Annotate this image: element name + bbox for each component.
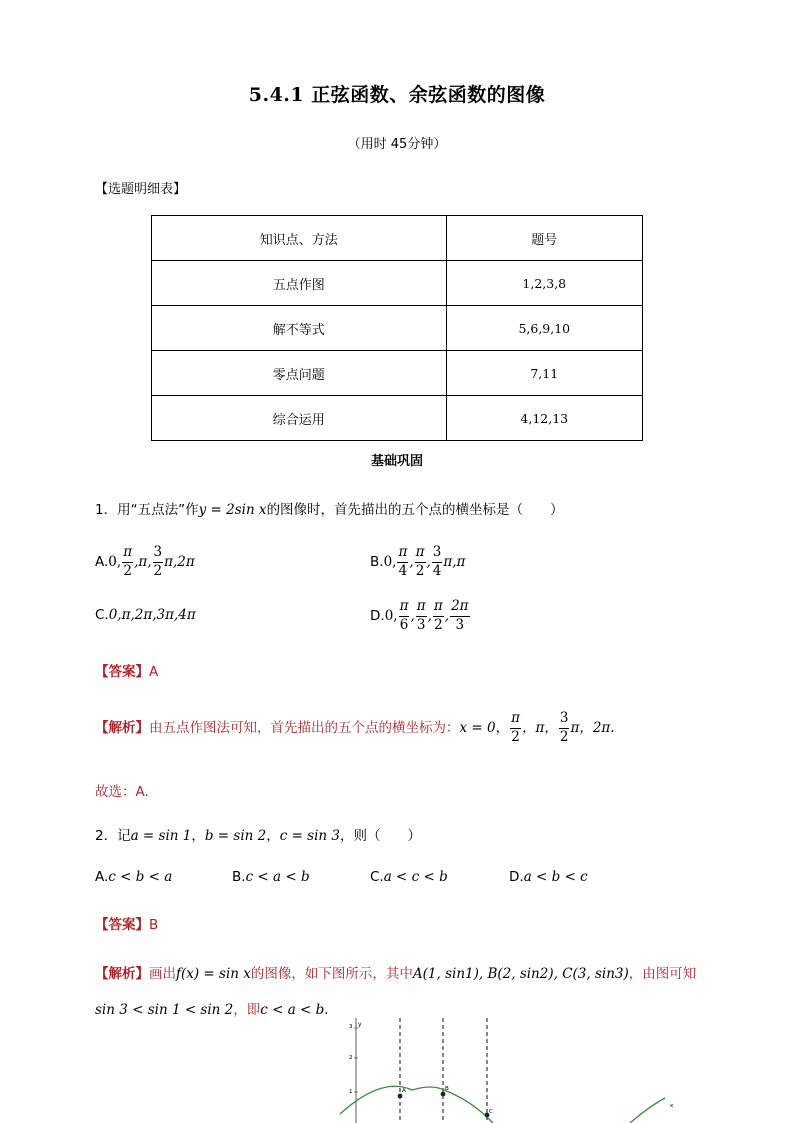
table-cell: 1,2,3,8: [446, 261, 642, 306]
analysis-label: 【解析】: [95, 966, 149, 982]
answer-value: A: [149, 664, 159, 680]
option-text: a < b < c: [523, 869, 588, 885]
table-cell: 综合运用: [152, 396, 447, 441]
y-tick-label: 3: [349, 1024, 353, 1030]
option-label: A.: [95, 869, 109, 885]
table-row: [152, 261, 643, 306]
option-text: c < b < a: [108, 869, 173, 885]
formula: b = sin 2: [204, 828, 267, 844]
question-number: 2．: [95, 828, 118, 844]
table-cell: 解不等式: [152, 306, 447, 351]
option-a: A.0, $\frac{\pi}{2}$ ,π, $\frac{3}{2}$ π,2π: [95, 544, 195, 579]
answer-label: 【答案】: [95, 917, 149, 933]
answer-value: B: [149, 917, 159, 933]
formula: a = sin 1: [130, 828, 192, 844]
analysis-text: ，由图可知: [628, 966, 697, 982]
formula: c < a < b: [260, 1002, 325, 1018]
formula: A(1, sin1), B(2, sin2), C(3, sin3): [412, 966, 629, 982]
formula: x = 0: [459, 720, 496, 736]
point-a: [398, 1094, 403, 1099]
analysis-text: .: [324, 1002, 329, 1018]
analysis-1: 【解析】由五点作图法可知，首先描出的五个点的横坐标为：x = 0， $\frac{\pi}{2}$ ，π， $\frac{3}{2}$ π，2π.: [95, 710, 615, 745]
option-label: A.: [95, 554, 109, 570]
page-title: 5.4.1 正弦函数、余弦函数的图像: [248, 84, 546, 106]
point-label: C: [489, 1109, 493, 1115]
answer-2: [95, 913, 158, 933]
sine-plot: [340, 1014, 680, 1123]
question-text: 记: [117, 828, 131, 844]
analysis-text: 的图像，如下图所示，其中: [250, 966, 413, 982]
time-note: （用时 45分钟）: [347, 137, 447, 152]
table-cell: 4,12,13: [446, 396, 642, 441]
option-text: c < a < b: [245, 869, 310, 885]
formula: sin 3 < sin 1 < sin 2: [95, 1002, 234, 1018]
option-label: D.: [509, 869, 524, 885]
option-b: [232, 869, 310, 885]
formula: y = 2sin x: [198, 502, 267, 518]
question-1-stem: [95, 498, 564, 518]
table-cell: 5,6,9,10: [446, 306, 642, 351]
analysis-text: 由五点作图法可知，首先描出的五个点的横坐标为：: [149, 720, 460, 736]
analysis-text: ，即: [233, 1002, 261, 1018]
option-label: C.: [95, 607, 109, 623]
question-text: ，则（ ）: [340, 828, 421, 844]
y-axis-label: y: [358, 1021, 362, 1028]
table-cell: 零点问题: [152, 351, 447, 396]
column-header: 知识点、方法: [152, 216, 447, 261]
table-section-label: 【选题明细表】: [95, 182, 187, 197]
option-c: [370, 869, 448, 885]
answer-1: [95, 660, 158, 680]
option-text: 0,π,2π,3π,4π: [108, 607, 196, 623]
conclusion-1: 故选：A.: [95, 784, 149, 800]
formula: f(x) = sin x: [176, 966, 251, 982]
section-heading: 基础巩固: [370, 454, 423, 469]
point-b: [441, 1092, 446, 1097]
option-text: a < c < b: [383, 869, 448, 885]
sine-curve: [340, 1086, 493, 1123]
option-c: [95, 607, 196, 623]
option-label: D.: [370, 608, 385, 624]
point-label: A: [402, 1088, 406, 1094]
point-label: B: [445, 1086, 449, 1092]
x-axis-label: x: [670, 1103, 674, 1109]
option-label: B.: [370, 554, 384, 570]
analysis-2: [95, 962, 715, 982]
analysis-2-line-2: [95, 998, 329, 1018]
y-tick-label: 1: [349, 1089, 353, 1095]
answer-label: 【答案】: [95, 664, 149, 680]
formula: c = sin 3: [279, 828, 340, 844]
option-a: [95, 869, 172, 885]
table-cell: 7,11: [446, 351, 642, 396]
analysis-text: 画出: [149, 966, 176, 982]
table-row: [152, 396, 643, 441]
question-detail-table: [151, 215, 643, 441]
option-d: D.0, $\frac{\pi}{6}$ , $\frac{\pi}{3}$ , $\frac{\pi}{2}$ , $\frac{2\pi}{3}$: [370, 598, 469, 633]
analysis-label: 【解析】: [95, 720, 149, 736]
y-tick-label: 2: [349, 1055, 353, 1061]
question-text: 的图像时，首先描出的五个点的横坐标是（ ）: [266, 502, 564, 518]
table-cell: 五点作图: [152, 261, 447, 306]
column-header: 题号: [446, 216, 642, 261]
question-text: 用“五点法”作: [117, 502, 199, 518]
option-b: B.0, $\frac{\pi}{4}$ , $\frac{\pi}{2}$ , $\frac{3}{4}$ π,π: [370, 544, 466, 579]
question-2-stem: 2．记a = sin 1，b = sin 2，c = sin 3，则（ ）: [95, 828, 421, 844]
option-label: B.: [232, 869, 246, 885]
option-d: [509, 869, 588, 885]
table-header-row: [152, 216, 643, 261]
table-row: [152, 306, 643, 351]
question-number: 1．: [95, 502, 118, 518]
table-row: [152, 351, 643, 396]
option-label: C.: [370, 869, 384, 885]
sine-curve: [630, 1098, 665, 1123]
